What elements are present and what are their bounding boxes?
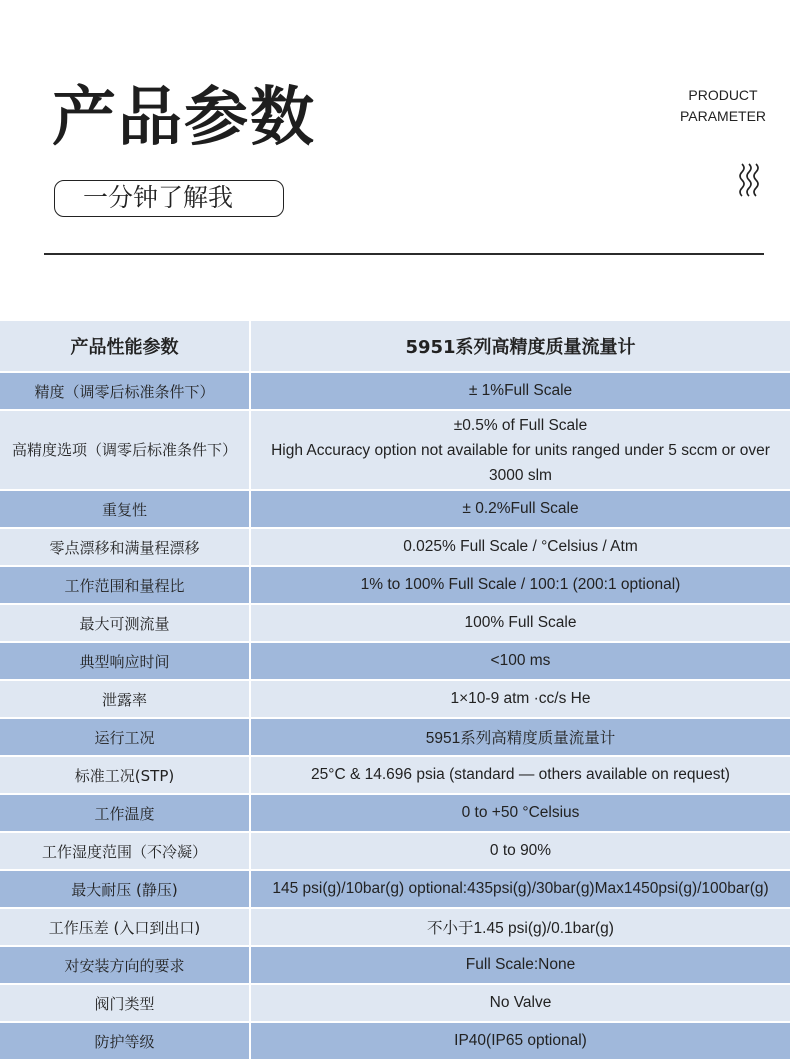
english-title-line2: PARAMETER: [679, 108, 767, 124]
table-row: [0, 757, 790, 795]
param-value: [251, 1023, 790, 1061]
param-value-line: 145 psi(g)/10bar(g) optional:435psi(g)/30bar(g)Max1450psi(g)/100bar(g): [272, 880, 769, 897]
param-value-line: High Accuracy option not available for units ranged under 5 sccm or over: [271, 441, 770, 459]
param-value-line: 0 to +50 °Celsius: [461, 804, 580, 821]
param-value: [251, 947, 790, 985]
param-value: [251, 795, 790, 833]
param-value: [251, 833, 790, 871]
param-value: [251, 643, 790, 681]
english-title-line1: PRODUCT: [688, 87, 758, 103]
table-row: [0, 567, 790, 605]
table-header-row: [0, 321, 790, 373]
param-value-line: 0.025% Full Scale / °Celsius / Atm: [403, 538, 638, 555]
param-value-line: 3000 slm: [489, 466, 552, 484]
param-value: [251, 491, 790, 529]
param-label: 工作温度: [0, 795, 251, 833]
param-value: [251, 909, 790, 947]
spec-table-body: [0, 373, 790, 1061]
param-value: [251, 719, 790, 757]
table-row: [0, 373, 790, 411]
param-label: 阀门类型: [0, 985, 251, 1023]
param-label: 防护等级: [0, 1023, 251, 1061]
subtitle-badge: 一分钟了解我: [54, 180, 284, 217]
param-value-line: 不小于1.45 psi(g)/0.1bar(g): [427, 920, 614, 937]
param-value-line: <100 ms: [490, 652, 551, 669]
param-label: 工作范围和量程比: [0, 567, 251, 605]
table-header-param: 产品性能参数: [0, 321, 251, 373]
param-value-line: 25°C & 14.696 psia (standard — others available on request): [311, 766, 730, 783]
table-row: [0, 795, 790, 833]
param-label: 运行工况: [0, 719, 251, 757]
param-value-line: ± 0.2%Full Scale: [462, 500, 579, 517]
table-row: [0, 985, 790, 1023]
param-label: 高精度选项（调零后标准条件下）: [0, 411, 251, 491]
param-label: 最大可测流量: [0, 605, 251, 643]
table-row: [0, 605, 790, 643]
param-value-line: No Valve: [489, 994, 552, 1011]
param-value: [251, 411, 790, 491]
param-label: 标准工况(STP): [0, 757, 251, 795]
param-value-line: ± 1%Full Scale: [468, 382, 573, 399]
param-label: 重复性: [0, 491, 251, 529]
table-row: [0, 1023, 790, 1061]
param-value-line: ±0.5% of Full Scale: [453, 416, 588, 434]
param-label: 工作湿度范围（不冷凝）: [0, 833, 251, 871]
table-row: [0, 871, 790, 909]
header-divider: [44, 253, 764, 255]
param-label: 工作压差 (入口到出口): [0, 909, 251, 947]
param-value-line: 0 to 90%: [489, 842, 552, 859]
param-label: 最大耐压 (静压): [0, 871, 251, 909]
param-label: 泄露率: [0, 681, 251, 719]
param-value: [251, 871, 790, 909]
english-title: [660, 85, 786, 127]
param-label: 典型响应时间: [0, 643, 251, 681]
table-row: [0, 643, 790, 681]
wave-lines-icon: [738, 163, 760, 199]
param-value: [251, 681, 790, 719]
param-value: [251, 373, 790, 411]
table-row: [0, 719, 790, 757]
param-value: [251, 567, 790, 605]
param-label: 精度（调零后标准条件下）: [0, 373, 251, 411]
param-label: 零点漂移和满量程漂移: [0, 529, 251, 567]
param-value: [251, 757, 790, 795]
table-row: [0, 909, 790, 947]
param-value-line: IP40(IP65 optional): [454, 1032, 587, 1049]
param-value: [251, 529, 790, 567]
param-value-line: 1×10-9 atm ·cc/s He: [450, 690, 591, 707]
page-title: 产品参数: [52, 81, 316, 155]
table-row: [0, 411, 790, 491]
param-label: 对安装方向的要求: [0, 947, 251, 985]
table-header-product: 5951系列高精度质量流量计: [251, 321, 790, 373]
table-row: [0, 529, 790, 567]
param-value-line: Full Scale:None: [465, 956, 576, 973]
table-row: [0, 491, 790, 529]
table-row: [0, 833, 790, 871]
param-value-line: 5951系列高精度质量流量计: [425, 730, 616, 747]
param-value: [251, 985, 790, 1023]
param-value-line: 100% Full Scale: [464, 614, 577, 631]
param-value-line: 1% to 100% Full Scale / 100:1 (200:1 optional): [360, 576, 681, 593]
table-row: [0, 947, 790, 985]
table-row: [0, 681, 790, 719]
spec-table: [0, 321, 790, 1061]
param-value: [251, 605, 790, 643]
